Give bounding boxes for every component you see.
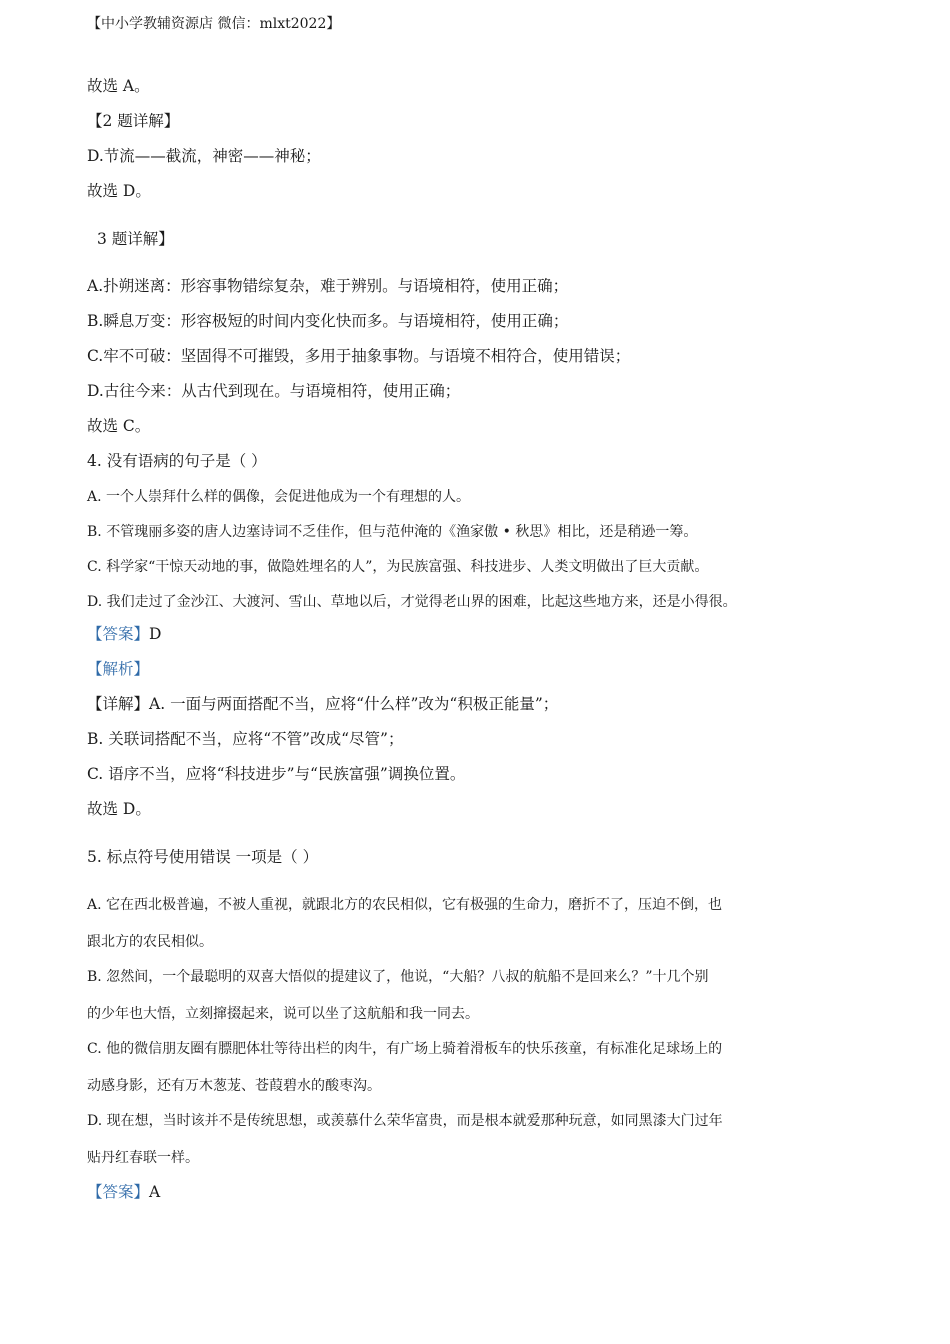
answer-line (87, 1182, 160, 1202)
text-line: D.古往今来：从古代到现在。与语境相符，使用正确； (87, 382, 461, 400)
question-4: 4. 没有语病的句子是（ ） (87, 452, 267, 470)
option-d-line-1: D. 现在想，当时该并不是传统思想，或羡慕什么荣华富贵，而是根本就爱那种玩意，如同黑漆大门过年 (87, 1113, 723, 1129)
option-c-line-1: C. 他的微信朋友圈有膘肥体壮等待出栏的肉牛，有广场上骑着滑板车的快乐孩童，有标准化足球场上的 (87, 1041, 723, 1057)
analysis-line (87, 659, 149, 679)
option-c-line-2: 动感身影，还有万木葱茏、苍葭碧水的酸枣沟。 (87, 1078, 381, 1094)
answer-value: D (149, 625, 162, 643)
detail-text: A. 一面与两面搭配不当，应将“什么样”改为“积极正能量”； (149, 695, 559, 713)
detail-line (87, 694, 558, 714)
option-a-line-1: A. 它在西北极普遍，不被人重视，就跟北方的农民相似，它有极强的生命力，磨折不了，压迫不倒，也 (87, 897, 723, 913)
text-line: D.节流——截流，神密——神秘； (87, 147, 321, 165)
option-d: D. 我们走过了金沙江、大渡河、雪山、草地以后，才觉得老山界的困难，比起这些地方来，还是小得很。 (87, 594, 737, 610)
option-d-line-2: 贴丹红春联一样。 (87, 1150, 199, 1166)
option-b: B. 不管瑰丽多姿的唐人边塞诗词不乏佳作，但与范仲淹的《渔家傲 • 秋思》相比，还是稍逊一筹。 (87, 524, 698, 540)
page-header: 【中小学教辅资源店 微信：mlxt2022】 (87, 16, 341, 32)
text-line: C. 语序不当，应将“科技进步”与“民族富强”调换位置。 (87, 765, 466, 783)
text-line: 故选 A。 (87, 77, 150, 95)
detail-tag: 【详解】 (87, 695, 150, 713)
text-line: 故选 D。 (87, 182, 151, 200)
answer-tag: 【答案】 (87, 625, 150, 643)
analysis-tag: 【解析】 (87, 660, 150, 678)
text-line: A.扑朔迷离：形容事物错综复杂，难于辨别。与语境相符，使用正确； (87, 277, 569, 295)
text-line: B.瞬息万变：形容极短的时间内变化快而多。与语境相符，使用正确； (87, 312, 569, 330)
text-line: B. 关联词搭配不当，应将“不管”改成“尽管”； (87, 730, 404, 748)
option-b-line-2: 的少年也大悟，立刻撺掇起来，说可以坐了这航船和我一同去。 (87, 1006, 479, 1022)
answer-line (87, 624, 161, 644)
option-a: A. 一个人崇拜什么样的偶像，会促进他成为一个有理想的人。 (87, 489, 471, 505)
option-c: C. 科学家“干惊天动地的事，做隐姓埋名的人”，为民族富强、科技进步、人类文明做出了巨大贡献。 (87, 559, 709, 575)
text-line: C.牢不可破：坚固得不可摧毁，多用于抽象事物。与语境不相符合，使用错误； (87, 347, 631, 365)
answer-value: A (149, 1183, 161, 1201)
text-line: 故选 C。 (87, 417, 151, 435)
answer-tag: 【答案】 (87, 1183, 150, 1201)
option-b-line-1: B. 忽然间，一个最聪明的双喜大悟似的提建议了，他说，“大船？八叔的航船不是回来么？”十几个别 (87, 969, 709, 985)
option-a-line-2: 跟北方的农民相似。 (87, 934, 213, 950)
section-heading: 【2 题详解】 (87, 112, 180, 130)
section-heading: 3 题详解】 (97, 230, 174, 248)
question-5: 5. 标点符号使用错误 一项是（ ） (87, 848, 319, 866)
text-line: 故选 D。 (87, 800, 151, 818)
